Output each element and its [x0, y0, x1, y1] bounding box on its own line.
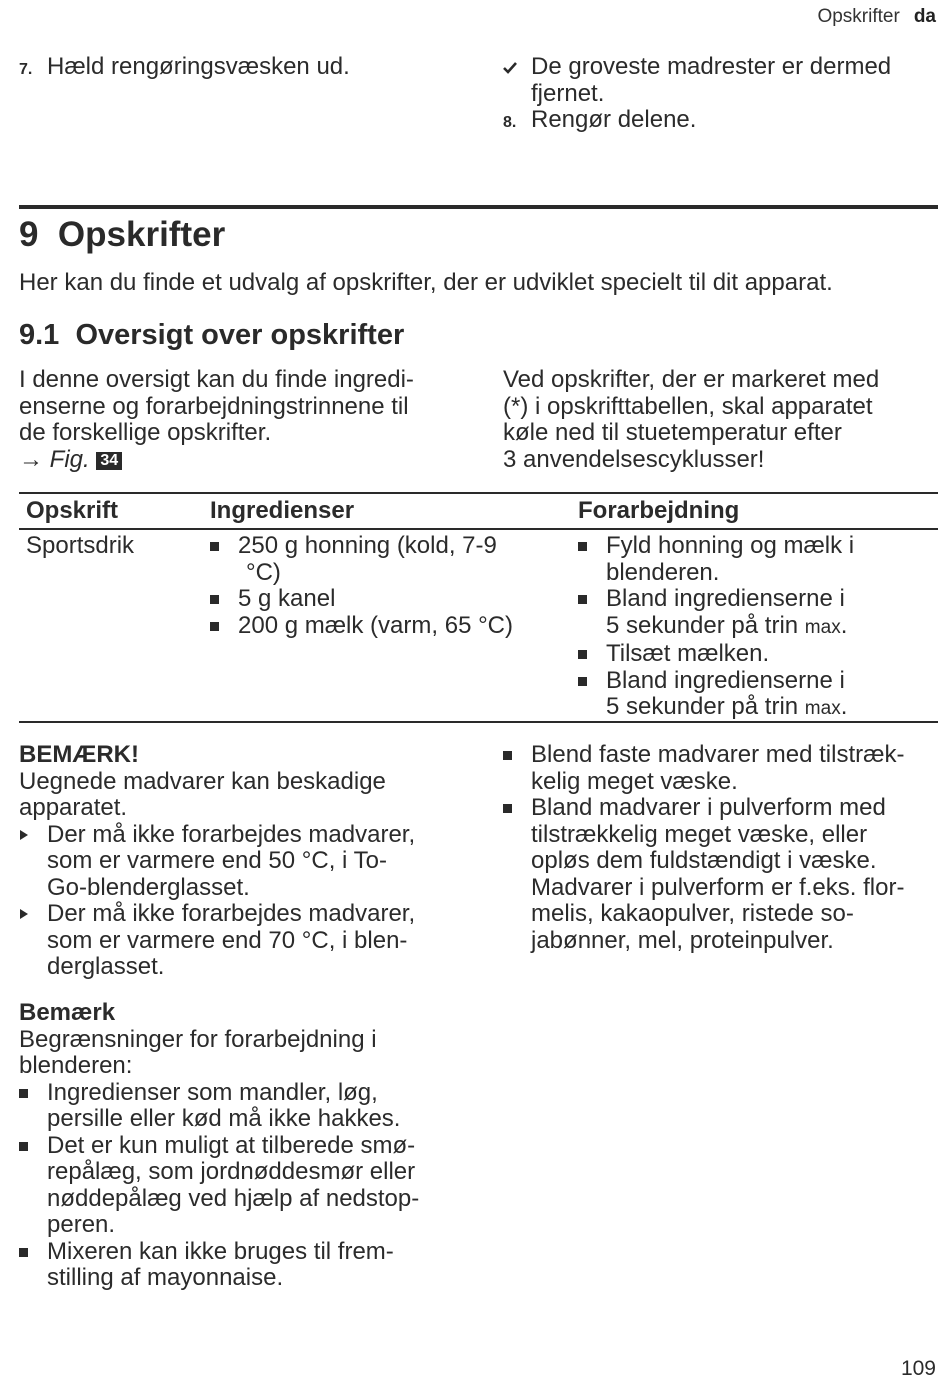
language-code: da [913, 6, 936, 27]
list-item [503, 742, 943, 795]
list-item [19, 1133, 469, 1239]
item-line: Der må ikke forarbejdes madvarer, [47, 820, 416, 848]
item-line: Fyld honning og mælk i [606, 532, 855, 559]
triangle-bullet-icon [20, 909, 28, 919]
item-line: Bland ingredienserne i [606, 585, 845, 612]
item-line: nøddepålæg ved hjælp af nedstop- [47, 1184, 420, 1212]
item-line: stilling af mayonnaise. [47, 1264, 284, 1291]
section-number: 9.1 [19, 319, 60, 351]
item-line: persille eller kød må ikke hakkes. [47, 1105, 401, 1132]
step-number: 8. [503, 114, 517, 131]
setting-label: max [804, 616, 841, 638]
table-top-rule [19, 492, 938, 494]
note-block [19, 1000, 469, 1292]
item-line [606, 613, 938, 642]
bullet-icon [578, 542, 587, 551]
item-line: jabønner, mel, proteinpulver. [531, 926, 834, 954]
figure-label: Fig. [49, 445, 90, 473]
list-item [19, 822, 469, 902]
text-line: (*) i opskrifttabellen, skal apparatet [503, 392, 873, 420]
item-line: som er varmere end 70 °C, i blen- [47, 926, 408, 954]
item-line: peren. [47, 1211, 116, 1238]
check-icon [503, 61, 517, 75]
bullet-icon [503, 804, 512, 813]
setting-label: max [804, 698, 841, 719]
item-line: opløs dem fuldstændigt i væske. [531, 847, 877, 874]
notice-block [19, 742, 469, 981]
bullet-icon [578, 650, 587, 659]
list-item [503, 795, 943, 954]
list-item [210, 586, 570, 613]
table-cell-ingredients [210, 533, 570, 639]
text-line: Uegnede madvarer kan beskadige [19, 767, 386, 795]
arrow-right-icon: → [19, 445, 50, 473]
item-line: Madvarer i pulverform er f.eks. flor- [531, 873, 905, 901]
table-header-processing: Forarbejdning [578, 497, 740, 524]
list-item [578, 668, 938, 723]
item-line: Blend faste madvarer med tilstræk- [531, 741, 905, 768]
list-item [19, 1239, 469, 1292]
step-7 [19, 54, 459, 84]
table-header-recipe: Opskrift [26, 497, 119, 524]
list-item [578, 586, 938, 641]
figure-number: 34 [96, 452, 122, 470]
item-line: Det er kun muligt at tilberede smø- [47, 1131, 416, 1159]
item-line: Bland ingredienserne i [606, 666, 845, 694]
item-line: tilstrækkelig meget væske, eller [531, 820, 868, 848]
section-right-text [503, 367, 943, 473]
item-line: melis, kakaopulver, ristede so- [531, 900, 854, 927]
item-line: Der må ikke forarbejdes madvarer, [47, 900, 416, 927]
item-line: Go-blenderglasset. [47, 873, 250, 901]
figure-reference[interactable] [19, 447, 469, 474]
table-header-rule [19, 528, 938, 530]
chapter-heading [19, 215, 225, 255]
item-suffix: . [840, 693, 848, 720]
step-result [503, 54, 943, 137]
item-line: 200 g mælk (varm, 65 °C) [238, 611, 514, 639]
text-line: Ved opskrifter, der er markeret med [503, 366, 880, 393]
item-line: derglasset. [47, 953, 165, 980]
result-line: fjernet. [531, 79, 605, 107]
step-text: Rengør delene. [531, 106, 697, 133]
table-bottom-rule [19, 721, 938, 723]
item-line: Ingredienser som mandler, løg, [47, 1078, 378, 1106]
item-line: Bland madvarer i pulverform med [531, 794, 886, 821]
note-title: Bemærk [19, 999, 116, 1026]
item-line: kelig meget væske. [531, 767, 738, 795]
section-heading [19, 318, 404, 352]
item-line [606, 694, 938, 723]
right-bullet-list [503, 742, 943, 954]
item-line: 250 g honning (kold, 7-9 [238, 532, 497, 559]
text-line: enserne og forarbejdningstrinnene til [19, 392, 409, 420]
section-left-text [19, 367, 469, 473]
bullet-icon [19, 1089, 28, 1098]
chapter-intro: Her kan du finde et udvalg af opskrifter, der er udviklet specielt til dit apparat. [19, 269, 833, 296]
item-text: 5 sekunder på trin [606, 693, 805, 720]
running-section-title: Opskrifter [817, 6, 900, 27]
item-line: Mixeren kan ikke bruges til frem- [47, 1237, 394, 1265]
list-item [19, 901, 469, 981]
bullet-icon [210, 595, 219, 604]
item-line: °C) [246, 558, 281, 586]
list-item [210, 533, 570, 586]
table-cell-processing [578, 533, 938, 723]
bullet-icon [19, 1142, 28, 1151]
text-line: 3 anvendelsescyklusser! [503, 445, 765, 473]
item-text: 5 sekunder på trin [606, 611, 805, 639]
step-number: 7. [19, 61, 33, 78]
item-line: repålæg, som jordnøddesmør eller [47, 1158, 416, 1185]
bullet-icon [503, 751, 512, 760]
bullet-icon [210, 542, 219, 551]
triangle-bullet-icon [20, 830, 28, 840]
list-item [578, 533, 938, 586]
result-line: De groveste madrester er dermed [531, 53, 892, 80]
item-line: som er varmere end 50 °C, i To- [47, 847, 387, 874]
chapter-rule [19, 205, 938, 209]
table-header-ingredients: Ingredienser [210, 497, 355, 524]
list-item [578, 641, 938, 668]
text-line: de forskellige opskrifter. [19, 419, 272, 446]
section-title: Oversigt over opskrifter [75, 319, 405, 351]
table-cell-recipe: Sportsdrik [26, 532, 135, 559]
text-line: blenderen: [19, 1052, 133, 1079]
text-line: apparatet. [19, 794, 128, 821]
bullet-icon [578, 595, 587, 604]
text-line: køle ned til stuetemperatur efter [503, 419, 842, 446]
step-text: Hæld rengøringsvæsken ud. [47, 53, 350, 80]
item-line: Tilsæt mælken. [606, 640, 770, 667]
page-number: 109 [900, 1357, 936, 1380]
bullet-icon [19, 1248, 28, 1257]
list-item [210, 613, 570, 640]
text-line: I denne oversigt kan du finde ingredi- [19, 366, 414, 393]
item-line: blenderen. [606, 558, 720, 586]
bullet-icon [210, 622, 219, 631]
chapter-number: 9 [19, 215, 39, 254]
item-line: 5 g kanel [238, 585, 336, 612]
text-line: Begrænsninger for forarbejdning i [19, 1025, 377, 1053]
page-header [817, 4, 936, 30]
bullet-icon [578, 677, 587, 686]
chapter-title: Opskrifter [57, 215, 226, 254]
item-suffix: . [840, 611, 848, 639]
notice-title: BEMÆRK! [19, 741, 139, 768]
list-item [19, 1080, 469, 1133]
